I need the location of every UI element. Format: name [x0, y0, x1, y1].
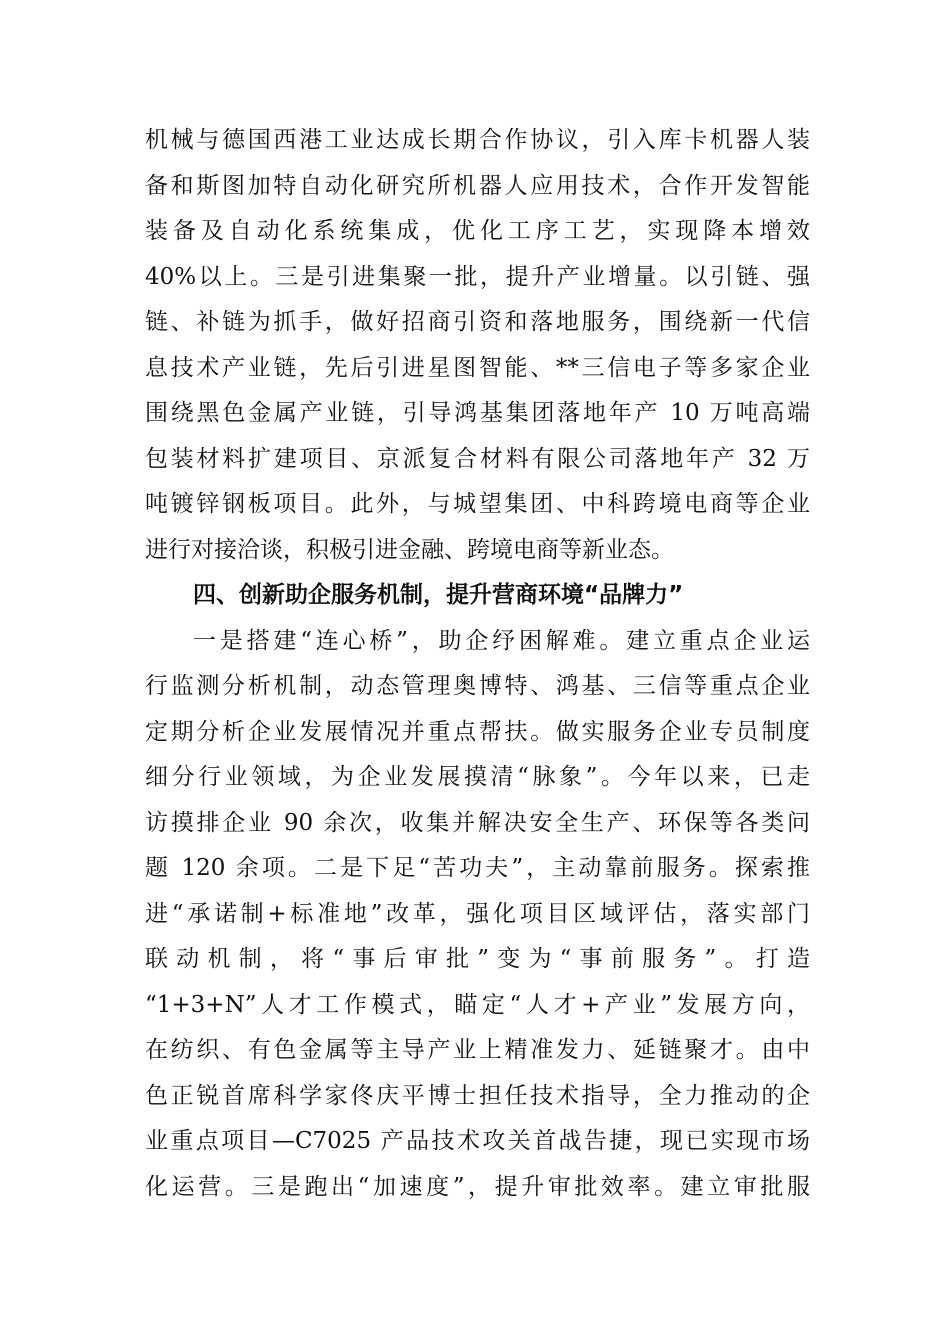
paragraph-line: 行监测分析机制，动态管理奥博特、鸿基、三信等重点企业: [145, 673, 810, 699]
paragraph-line: 备和斯图加特自动化研究所机器人应用技术，合作开发智能: [145, 172, 810, 199]
paragraph-line: “1+3+N”人才工作模式，瞄定“人才+产业”发展方向，: [145, 991, 810, 1018]
paragraph-line: 进行对接洽谈，积极引进金融、跨境电商等新业态。: [145, 536, 674, 563]
paragraph-line: 联动机制，将“事后审批”变为“事前服务”。打造: [145, 946, 810, 972]
paragraph-line: 围绕黑色金属产业链，引导鸿基集团落地年产 10 万吨高端: [145, 400, 810, 426]
paragraph-line: 访摸排企业 90 余次，收集并解决安全生产、环保等各类问: [145, 809, 810, 836]
body-text: [145, 118, 810, 1210]
paragraph-line: 40%以上。三是引进集聚一批，提升产业增量。以引链、强: [145, 263, 810, 290]
paragraph-line: 装备及自动化系统集成，优化工序工艺，实现降本增效: [145, 218, 810, 244]
paragraph-line: 题 120 余项。二是下足“苦功夫”，主动靠前服务。探索推: [145, 855, 810, 881]
paragraph-line: 一是搭建“连心桥”，助企纾困解难。建立重点企业运: [193, 627, 810, 654]
paragraph-line: 定期分析企业发展情况并重点帮扶。做实服务企业专员制度: [145, 718, 810, 745]
paragraph-line: 机械与德国西港工业达成长期合作协议，引入库卡机器人装: [145, 127, 810, 153]
paragraph-line: 业重点项目—C7025 产品技术攻关首战告捷，现已实现市场: [145, 1128, 810, 1154]
paragraph-line: 包装材料扩建项目、京派复合材料有限公司落地年产 32 万: [145, 445, 810, 472]
paragraph-line: 在纺织、有色金属等主导产业上精准发力、延链聚才。由中: [145, 1037, 810, 1063]
paragraph-line: 息技术产业链，先后引进星图智能、**三信电子等多家企业: [145, 354, 810, 381]
paragraph-line: 吨镀锌钢板项目。此外，与城望集团、中科跨境电商等企业: [145, 491, 810, 517]
paragraph-line: 细分行业领域，为企业发展摸清“脉象”。今年以来，已走: [145, 764, 810, 790]
paragraph-line: 色正锐首席科学家佟庆平博士担任技术指导，全力推动的企: [145, 1082, 810, 1109]
paragraph-line: 链、补链为抓手，做好招商引资和落地服务，围绕新一代信: [145, 309, 810, 335]
paragraph-line: 化运营。三是跑出“加速度”，提升审批效率。建立审批服: [145, 1173, 810, 1200]
section-heading: 四、创新助企服务机制，提升营商环境“品牌力”: [193, 582, 684, 608]
paragraph-line: 进“承诺制+标准地”改革，强化项目区域评估，落实部门: [145, 900, 810, 927]
